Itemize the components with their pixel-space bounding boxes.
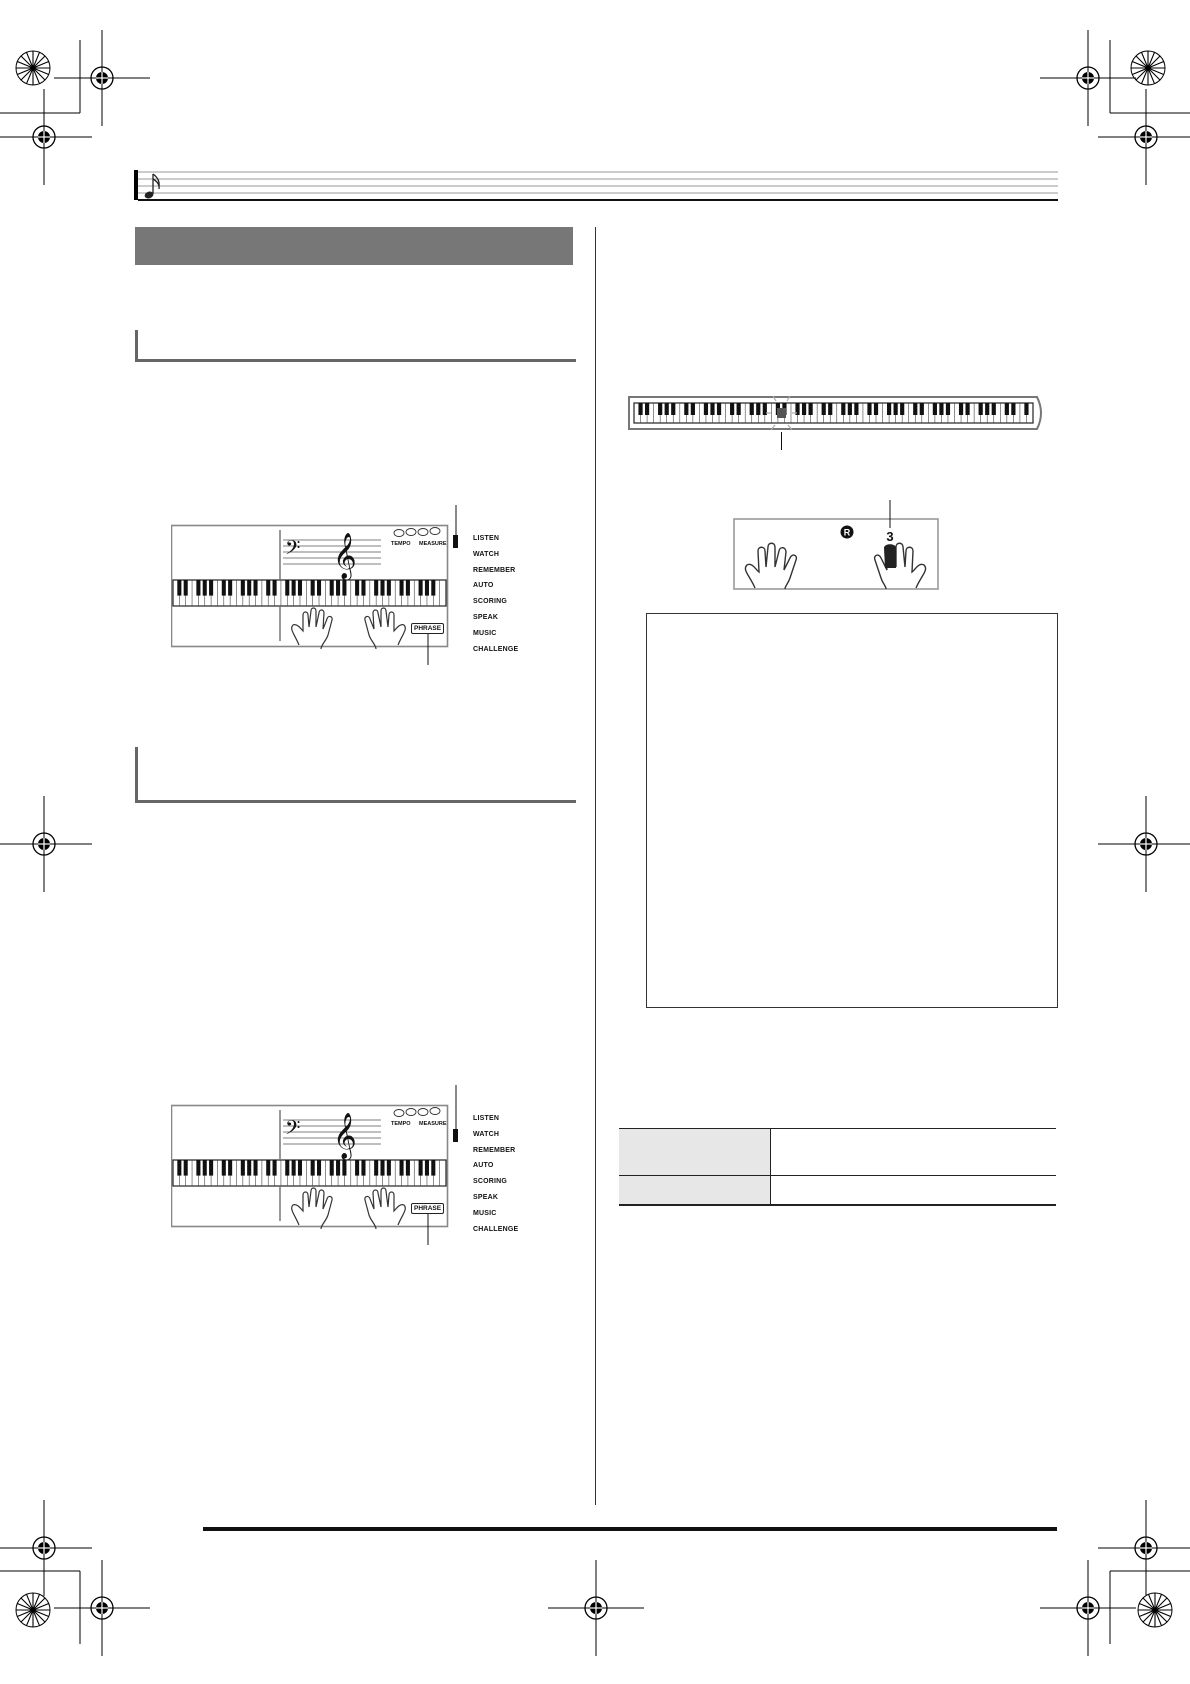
black-key	[266, 1160, 270, 1176]
black-key	[177, 580, 181, 596]
black-key	[992, 403, 996, 415]
black-key	[913, 403, 917, 415]
black-key	[387, 1160, 391, 1176]
black-key	[684, 403, 688, 415]
black-key	[809, 403, 813, 415]
finger-number: 3	[886, 529, 894, 544]
black-key	[342, 580, 346, 596]
section-heading-bar	[135, 227, 573, 265]
black-key	[254, 1160, 258, 1176]
black-key	[273, 1160, 277, 1176]
black-key	[867, 403, 871, 415]
black-key	[336, 1160, 340, 1176]
mode-music-challenge: MUSIC CHALLENGE	[473, 1209, 519, 1233]
mode-listen: LISTEN	[473, 535, 500, 542]
black-key	[730, 403, 734, 415]
black-key	[342, 1160, 346, 1176]
black-key	[330, 580, 334, 596]
mode-speak: SPEAK	[473, 1193, 499, 1201]
black-key	[750, 403, 754, 415]
mode-watch: WATCH	[473, 1130, 500, 1138]
black-key	[431, 580, 435, 596]
black-key	[209, 580, 213, 596]
black-key	[311, 1160, 315, 1176]
black-key	[196, 580, 200, 596]
black-key	[939, 403, 943, 415]
black-key	[1005, 403, 1009, 415]
black-key	[841, 403, 845, 415]
black-key	[254, 580, 258, 596]
black-key	[965, 403, 969, 415]
mode-remember: REMEMBER	[473, 1146, 516, 1154]
black-key	[894, 403, 898, 415]
black-key	[425, 580, 429, 596]
table-label-cell	[619, 1176, 771, 1206]
black-key	[374, 580, 378, 596]
black-key	[228, 580, 232, 596]
black-key	[247, 1160, 251, 1176]
subsection-heading-1	[135, 330, 576, 362]
black-key	[419, 1160, 423, 1176]
mode-indicator	[453, 1129, 458, 1142]
mode-list	[473, 1111, 541, 1237]
black-key	[380, 1160, 384, 1176]
mode-auto: AUTO	[473, 582, 494, 590]
black-key	[671, 403, 675, 415]
lcd-display-1	[171, 505, 541, 669]
black-key	[425, 1160, 429, 1176]
lcd-keyboard	[173, 580, 446, 606]
table-row	[619, 1176, 1056, 1206]
black-key	[292, 1160, 296, 1176]
black-key	[387, 580, 391, 596]
keyboard-keys	[634, 403, 1033, 423]
black-key	[203, 580, 207, 596]
black-key	[285, 580, 289, 596]
black-key	[247, 580, 251, 596]
black-key	[822, 403, 826, 415]
mode-auto: AUTO	[473, 1162, 494, 1170]
black-key	[400, 1160, 404, 1176]
keyboard-illustration	[627, 395, 1047, 451]
page-header-staff	[134, 170, 1059, 202]
tempo-label: TEMPO	[391, 1121, 411, 1127]
black-key	[406, 580, 410, 596]
black-key	[203, 1160, 207, 1176]
measure-label: MEASURE	[419, 1121, 447, 1127]
black-key	[361, 580, 365, 596]
black-key	[979, 403, 983, 415]
black-key	[874, 403, 878, 415]
black-key	[298, 1160, 302, 1176]
black-key	[222, 1160, 226, 1176]
black-key	[704, 403, 708, 415]
lcd-display-2	[171, 1085, 541, 1249]
finger-display	[733, 500, 939, 592]
treble-clef-icon: 𝄞	[333, 533, 357, 579]
black-key	[317, 580, 321, 596]
black-key	[361, 1160, 365, 1176]
black-key	[184, 1160, 188, 1176]
mode-remember: REMEMBER	[473, 566, 516, 574]
black-key	[756, 403, 760, 415]
black-key	[946, 403, 950, 415]
tempo-label: TEMPO	[391, 541, 411, 547]
black-key	[854, 403, 858, 415]
black-key	[717, 403, 721, 415]
subsection-heading-2	[135, 747, 576, 803]
notice-box	[646, 613, 1058, 1008]
black-key	[292, 580, 296, 596]
black-key	[900, 403, 904, 415]
black-key	[298, 580, 302, 596]
black-key	[419, 580, 423, 596]
black-key	[273, 580, 277, 596]
black-key	[933, 403, 937, 415]
black-key	[985, 403, 989, 415]
black-key	[691, 403, 695, 415]
bass-clef-icon: 𝄢	[285, 536, 301, 564]
mode-watch: WATCH	[473, 550, 500, 558]
measure-label: MEASURE	[419, 541, 447, 547]
phrase-badge: PHRASE	[411, 623, 444, 634]
mode-speak: SPEAK	[473, 613, 499, 621]
treble-clef-icon: 𝄞	[333, 1113, 357, 1159]
black-key	[1011, 403, 1015, 415]
black-key	[285, 1160, 289, 1176]
mode-music-challenge: MUSIC CHALLENGE	[473, 629, 519, 653]
black-key	[887, 403, 891, 415]
black-key	[336, 580, 340, 596]
black-key	[959, 403, 963, 415]
table-label-cell	[619, 1129, 771, 1176]
mode-list	[473, 531, 541, 657]
black-key	[355, 580, 359, 596]
black-key	[196, 1160, 200, 1176]
black-key	[177, 1160, 181, 1176]
black-key	[431, 1160, 435, 1176]
black-key	[400, 580, 404, 596]
black-key	[266, 580, 270, 596]
table-row	[619, 1129, 1056, 1176]
sixteenth-note-icon	[144, 174, 159, 200]
lcd-keyboard	[173, 1160, 446, 1186]
black-key	[920, 403, 924, 415]
black-key	[241, 580, 245, 596]
black-key	[209, 1160, 213, 1176]
black-key	[1024, 403, 1028, 415]
black-key	[355, 1160, 359, 1176]
black-key	[638, 403, 642, 415]
table-value-cell	[771, 1176, 1057, 1206]
footer-rule	[203, 1527, 1057, 1531]
black-key	[330, 1160, 334, 1176]
black-key	[222, 580, 226, 596]
mode-listen: LISTEN	[473, 1115, 500, 1122]
black-key	[665, 403, 669, 415]
reference-table	[619, 1128, 1056, 1206]
highlighted-finger-icon	[884, 544, 896, 568]
black-key	[710, 403, 714, 415]
hand-marker-letter: R	[843, 527, 851, 538]
phrase-badge: PHRASE	[411, 1203, 444, 1214]
black-key	[374, 1160, 378, 1176]
black-key	[406, 1160, 410, 1176]
column-divider	[595, 227, 596, 1505]
black-key	[184, 580, 188, 596]
black-key	[228, 1160, 232, 1176]
table-value-cell	[771, 1129, 1057, 1176]
black-key	[311, 580, 315, 596]
bass-clef-icon: 𝄢	[285, 1116, 301, 1144]
mode-indicator	[453, 535, 458, 548]
black-key	[241, 1160, 245, 1176]
black-key	[658, 403, 662, 415]
black-key	[828, 403, 832, 415]
black-key	[802, 403, 806, 415]
black-key	[848, 403, 852, 415]
mode-scoring: SCORING	[473, 1178, 508, 1186]
black-key	[737, 403, 741, 415]
black-key	[380, 580, 384, 596]
black-key	[645, 403, 649, 415]
mode-scoring: SCORING	[473, 598, 508, 606]
black-key	[317, 1160, 321, 1176]
